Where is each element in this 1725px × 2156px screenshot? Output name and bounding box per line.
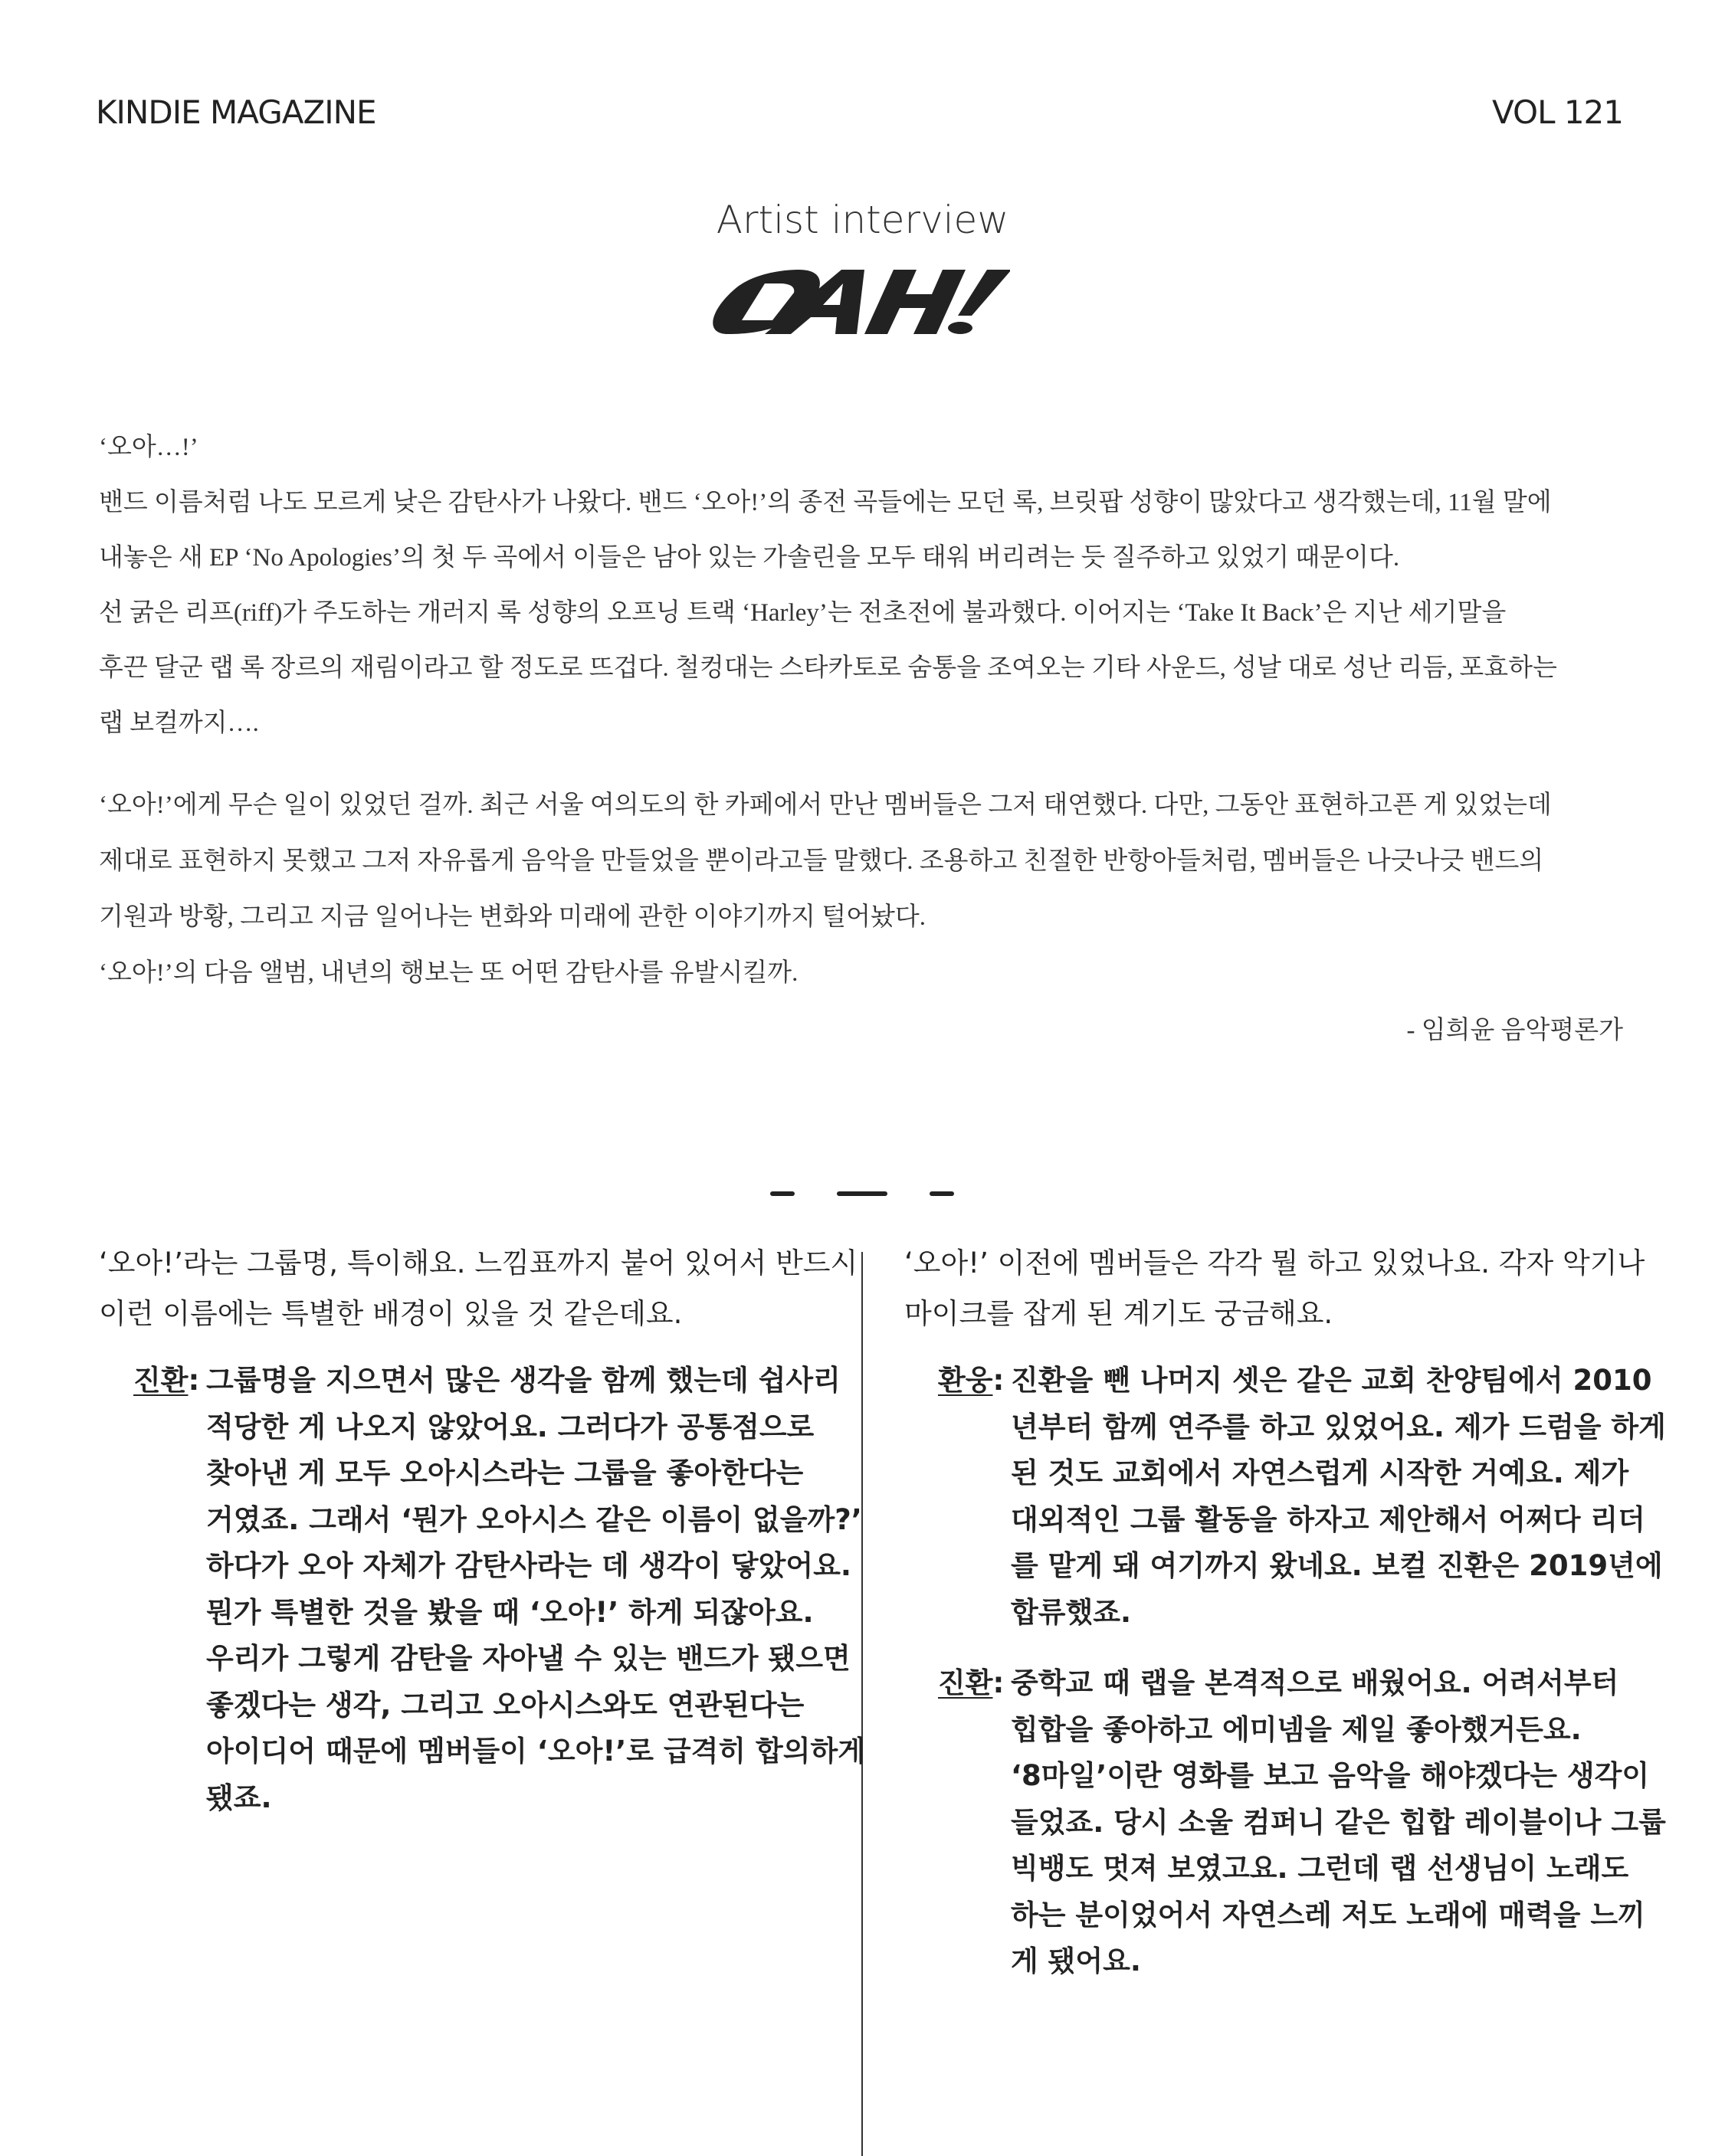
- text-line: ‘오아!’에게 무슨 일이 있었던 걸까. 최근 서울 여의도의 한 카페에서 만난 멤버들은 그저 태연했다. 다만, 그동안 표현하고픈 게 있었는데: [99, 791, 1552, 819]
- text-line: 기원과 방황, 그리고 지금 일어나는 변화와 미래에 관한 이야기까지 털어놨다.: [99, 903, 926, 931]
- text-line: 선 굵은 리프(riff)가 주도하는 개러지 록 성향의 오프닝 트랙 ‘Harley’는 전초전에 불과했다. 이어지는 ‘Take It Back’은 지난 세기말을: [99, 599, 1507, 627]
- answer-line: 합류했죠.: [1011, 1595, 1132, 1629]
- divider-dash-right: [930, 1191, 954, 1196]
- answer-line: 좋겠다는 생각, 그리고 오아시스와도 연관된다는: [206, 1688, 805, 1722]
- answer-line: 된 것도 교회에서 자연스럽게 시작한 거예요. 제가: [1011, 1456, 1629, 1489]
- answer-line: 적당한 게 나오지 않았어요. 그러다가 공통점으로: [206, 1410, 815, 1443]
- interview-question: [904, 1238, 1666, 1339]
- answer-line: 를 맡게 돼 여기까지 왔네요. 보컬 진환은 2019년에: [1011, 1549, 1663, 1582]
- speaker-label: [938, 1660, 1011, 1985]
- answer-line: 우리가 그렇게 감탄을 자아낼 수 있는 밴드가 됐으면: [206, 1642, 851, 1675]
- intro-paragraph-1: [99, 420, 1557, 751]
- question-line: ‘오아!’ 이전에 멤버들은 각각 뭘 하고 있었나요. 각자 악기나: [904, 1247, 1645, 1280]
- question-line: ‘오아!’라는 그룹명, 특이해요. 느낌표까지 붙어 있어서 반드시: [99, 1247, 858, 1280]
- answer-line: 됐죠.: [206, 1781, 272, 1814]
- answer-line: 대외적인 그룹 활동을 하자고 제안해서 어쩌다 리더: [1011, 1502, 1645, 1536]
- interview-answer: [938, 1660, 1666, 1985]
- answer-line: 거였죠. 그래서 ‘뭔가 오아시스 같은 이름이 없을까?’: [206, 1502, 862, 1536]
- answer-line: 빅뱅도 멋져 보였고요. 그런데 랩 선생님이 노래도: [1011, 1852, 1629, 1885]
- answer-text: [1011, 1358, 1666, 1636]
- speaker-colon: :: [188, 1364, 200, 1397]
- magazine-name: KINDIE MAGAZINE: [96, 93, 376, 131]
- answer-line: 하다가 오아 자체가 감탄사라는 데 생각이 닿았어요.: [206, 1549, 851, 1582]
- answer-line: 중학교 때 랩을 본격적으로 배웠어요. 어려서부터: [1011, 1666, 1619, 1699]
- question-line: 마이크를 잡게 된 계기도 궁금해요.: [904, 1297, 1333, 1330]
- interview-column-left: [99, 1238, 865, 1821]
- answer-line: 들었죠. 당시 소울 컴퍼니 같은 힙합 레이블이나 그룹: [1011, 1805, 1666, 1839]
- answer-line: 년부터 함께 연주를 하고 있었어요. 제가 드럼을 하게: [1011, 1410, 1666, 1443]
- text-line: 내놓은 새 EP ‘No Apologies’의 첫 두 곡에서 이들은 남아 있는 가솔린을 모두 태워 버리려는 듯 질주하고 있었기 때문이다.: [99, 544, 1400, 572]
- answer-line: 찾아낸 게 모두 오아시스라는 그룹을 좋아한다는: [206, 1456, 804, 1489]
- text-line: 후끈 달군 랩 록 장르의 재림이라고 할 정도로 뜨겁다. 철컹대는 스타카토로 숨통을 조여오는 기타 사운드, 성날 대로 성난 리듬, 포효하는: [99, 654, 1557, 682]
- text-line: 밴드 이름처럼 나도 모르게 낮은 감탄사가 나왔다. 밴드 ‘오아!’의 종전 곡들에는 모던 록, 브릿팝 성향이 많았다고 생각했는데, 11월 말에: [99, 489, 1552, 516]
- speaker-label: [938, 1358, 1011, 1636]
- text-line: 랩 보컬까지….: [99, 709, 259, 737]
- answer-line: 힙합을 좋아하고 에미넴을 제일 좋아했거든요.: [1011, 1712, 1582, 1746]
- question-line: 이런 이름에는 특별한 배경이 있을 것 같은데요.: [99, 1297, 683, 1330]
- interview-column-right: [904, 1238, 1666, 1985]
- answer-line: 뭔가 특별한 것을 봤을 때 ‘오아!’ 하게 되잖아요.: [206, 1595, 814, 1629]
- speaker-name: 진환: [133, 1364, 189, 1397]
- interview-answer: [133, 1358, 865, 1821]
- interview-question: [99, 1238, 865, 1339]
- interview-answer: [938, 1358, 1666, 1636]
- answer-text: [1011, 1660, 1666, 1985]
- intro-paragraph-2: [99, 778, 1552, 1001]
- answer-line: 하는 분이었어서 자연스레 저도 노래에 매력을 느끼: [1011, 1898, 1645, 1932]
- answer-line: 진환을 뺀 나머지 셋은 같은 교회 찬양팀에서 2010: [1011, 1364, 1652, 1397]
- volume-number: VOL 121: [1492, 93, 1623, 131]
- author-signature: - 임희윤 음악평론가: [1406, 1017, 1623, 1044]
- text-line: ‘오아…!’: [99, 434, 198, 461]
- text-line: 제대로 표현하지 못했고 그저 자유롭게 음악을 만들었을 뿐이라고들 말했다. 조용하고 친절한 반항아들처럼, 멤버들은 나긋나긋 밴드의: [99, 847, 1544, 875]
- speaker-name: 환웅: [938, 1364, 993, 1397]
- divider-dash-left: [770, 1191, 795, 1196]
- divider-dash-center: [837, 1191, 887, 1196]
- answer-line: 게 됐어요.: [1011, 1945, 1141, 1977]
- speaker-colon: :: [992, 1364, 1005, 1397]
- text-line: ‘오아!’의 다음 앨범, 내년의 행보는 또 어떤 감탄사를 유발시킬까.: [99, 959, 799, 987]
- speaker-label: [133, 1358, 206, 1821]
- answer-line: 그룹명을 지으면서 많은 생각을 함께 했는데 쉽사리: [206, 1364, 841, 1397]
- section-kicker: Artist interview: [716, 198, 1009, 242]
- speaker-name: 진환: [938, 1666, 993, 1699]
- answer-line: ‘8마일’이란 영화를 보고 음악을 해야겠다는 생각이: [1011, 1759, 1650, 1792]
- oah-logo: [711, 270, 1010, 334]
- speaker-colon: :: [992, 1666, 1005, 1699]
- answer-line: 아이디어 때문에 멤버들이 ‘오아!’로 급격히 합의하게: [206, 1735, 865, 1768]
- answer-text: [206, 1358, 865, 1821]
